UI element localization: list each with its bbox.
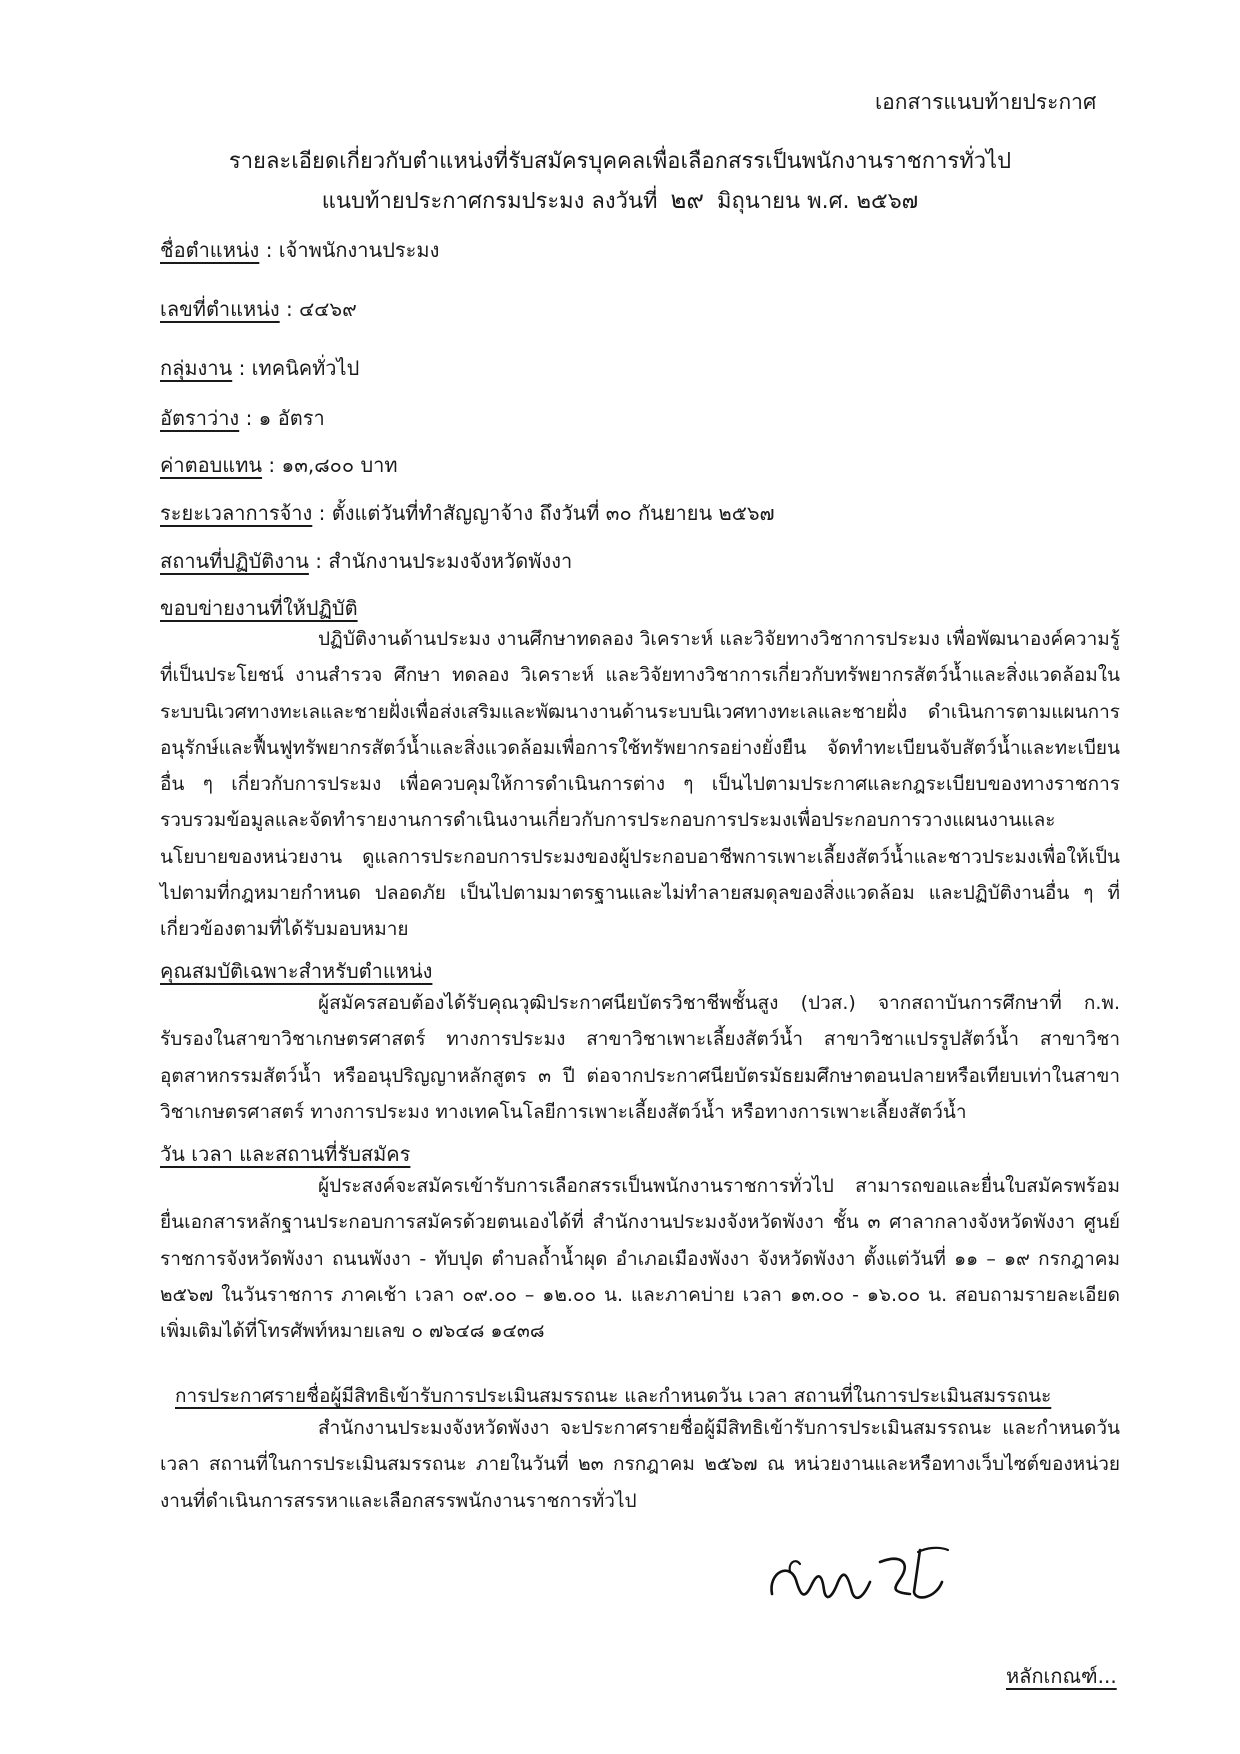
field-workplace-value: : สำนักงานประมงจังหวัดพังงา bbox=[315, 549, 573, 573]
field-job-group-label: กลุ่มงาน bbox=[160, 356, 233, 380]
section-qualifications-body: ผู้สมัครสอบต้องได้รับคุณวุฒิประกาศนียบัตรวิชาชีพชั้นสูง (ปวส.) จากสถาบันการศึกษาที่ ก.พ. รับรองในสาขาวิชาเกษตรศาสตร์ ทางการประมง สาขาวิชาเพาะเลี้ยงสัตว์น้ำ สาขาวิชาแปรรูปสัตว์น้ำ สาขาวิชาอุตสาหกรรมสัตว์น้ำ หรืออนุปริญญาหลักสูตร ๓ ปี ต่อจากประกาศนียบัตรมัธยมศึกษาตอนปลายหรือเทียบเท่าในสาขาวิชาเกษตรศาสตร์ ทางการประมง ทางเทคโนโลยีการเพาะเลี้ยงสัตว์น้ำ หรือทางการเพาะเลี้ยงสัตว์น้ำ bbox=[160, 992, 1120, 1123]
section-scope-heading: ขอบข่ายงานที่ให้ปฏิบัติ bbox=[160, 596, 358, 620]
document-title-line1: รายละเอียดเกี่ยวกับตำแหน่งที่รับสมัครบุคคลเพื่อเลือกสรรเป็นพนักงานราชการทั่วไป bbox=[228, 149, 1012, 174]
field-position-number-value: : ๔๔๖๙ bbox=[286, 297, 357, 321]
field-position-name-label: ชื่อตำแหน่ง bbox=[160, 238, 260, 262]
section-application-heading: วัน เวลา และสถานที่รับสมัคร bbox=[160, 1142, 411, 1166]
field-position-name bbox=[160, 234, 439, 266]
field-vacancies bbox=[160, 402, 325, 434]
title-date-suffix: มิถุนายน พ.ศ. ๒๕๖๗ bbox=[716, 189, 919, 214]
section-announcement-heading: การประกาศรายชื่อผู้มีสิทธิเข้ารับการประเมินสมรรถนะ และกำหนดวัน เวลา สถานที่ในการประเมินสมรรถนะ bbox=[175, 1385, 1052, 1407]
field-employment-period bbox=[160, 497, 775, 529]
field-vacancies-value: : ๑ อัตรา bbox=[245, 406, 325, 430]
field-employment-period-label: ระยะเวลาการจ้าง bbox=[160, 501, 313, 525]
field-position-number bbox=[160, 293, 357, 325]
title-date-day: ๒๙ bbox=[670, 186, 704, 214]
attachment-label: เอกสารแนบท้ายประกาศ bbox=[875, 90, 1097, 114]
field-position-name-value: : เจ้าพนักงานประมง bbox=[265, 238, 440, 262]
field-compensation-value: : ๑๓,๘๐๐ บาท bbox=[268, 453, 398, 477]
continued-text: หลักเกณฑ์... bbox=[1006, 1664, 1117, 1688]
field-compensation bbox=[160, 449, 398, 481]
signature-image bbox=[760, 1532, 960, 1622]
title-date-prefix: แนบท้ายประกาศกรมประมง ลงวันที่ bbox=[321, 189, 658, 214]
field-workplace-label: สถานที่ปฏิบัติงาน bbox=[160, 549, 309, 573]
section-scope-body: ปฏิบัติงานด้านประมง งานศึกษาทดลอง วิเคราะห์ และวิจัยทางวิชาการประมง เพื่อพัฒนาองค์ความรู้ที่เป็นประโยชน์ งานสำรวจ ศึกษา ทดลอง วิเคราะห์ และวิจัยทางวิชาการเกี่ยวกับทรัพยากรสัตว์น้ำและสิ่งแวดล้อมในระบบนิเวศทางทะเลและชายฝั่งเพื่อส่งเสริมและพัฒนางานด้านระบบนิเวศทางทะเลและชายฝั่ง ดำเนินการตามแผนการอนุรักษ์และฟื้นฟูทรัพยากรสัตว์น้ำและสิ่งแวดล้อมเพื่อการใช้ทรัพยากรอย่างยั่งยืน จัดทำทะเบียนจับสัตว์น้ำและทะเบียนอื่น ๆ เกี่ยวกับการประมง เพื่อควบคุมให้การดำเนินการต่าง ๆ เป็นไปตามประกาศและกฎระเบียบของทางราชการ รวบรวมข้อมูลและจัดทำรายงานการดำเนินงานเกี่ยวกับการประกอบการประมงเพื่อประกอบการวางแผนงานและนโยบายของหน่วยงาน ดูแลการประกอบการประมงของผู้ประกอบอาชีพการเพาะเลี้ยงสัตว์น้ำและชาวประมงเพื่อให้เป็นไปตามที่กฎหมายกำหนด ปลอดภัย เป็นไปตามมาตรฐานและไม่ทำลายสมดุลของสิ่งแวดล้อม และปฏิบัติงานอื่น ๆ ที่เกี่ยวข้องตามที่ได้รับมอบหมาย bbox=[160, 628, 1120, 941]
field-position-number-label: เลขที่ตำแหน่ง bbox=[160, 297, 280, 321]
section-qualifications-heading: คุณสมบัติเฉพาะสำหรับตำแหน่ง bbox=[160, 959, 433, 983]
field-vacancies-label: อัตราว่าง bbox=[160, 406, 240, 430]
field-employment-period-value: : ตั้งแต่วันที่ทำสัญญาจ้าง ถึงวันที่ ๓๐ กันยายน ๒๕๖๗ bbox=[318, 501, 775, 525]
field-job-group bbox=[160, 352, 359, 384]
document-title-line2 bbox=[160, 180, 1080, 219]
section-announcement-body: สำนักงานประมงจังหวัดพังงา จะประกาศรายชื่อผู้มีสิทธิเข้ารับการประเมินสมรรถนะ และกำหนดวัน เวลา สถานที่ในการประเมินสมรรถนะ ภายในวันที่ ๒๓ กรกฎาคม ๒๕๖๗ ณ หน่วยงานและหรือทางเว็บไซต์ของหน่วยงานที่ดำเนินการสรรหาและเลือกสรรพนักงานราชการทั่วไป bbox=[160, 1417, 1120, 1512]
field-workplace bbox=[160, 545, 572, 577]
section-application-body: ผู้ประสงค์จะสมัครเข้ารับการเลือกสรรเป็นพนักงานราชการทั่วไป สามารถขอและยื่นใบสมัครพร้อมยื่นเอกสารหลักฐานประกอบการสมัครด้วยตนเองได้ที่ สำนักงานประมงจังหวัดพังงา ชั้น ๓ ศาลากลางจังหวัดพังงา ศูนย์ราชการจังหวัดพังงา ถนนพังงา - ทับปุด ตำบลถ้ำน้ำผุด อำเภอเมืองพังงา จังหวัดพังงา ตั้งแต่วันที่ ๑๑ – ๑๙ กรกฎาคม ๒๕๖๗ ในวันราชการ ภาคเช้า เวลา ๐๙.๐๐ – ๑๒.๐๐ น. และภาคบ่าย เวลา ๑๓.๐๐ - ๑๖.๐๐ น. สอบถามรายละเอียดเพิ่มเติมได้ที่โทรศัพท์หมายเลข ๐ ๗๖๔๘ ๑๔๓๘ bbox=[160, 1175, 1120, 1343]
field-compensation-label: ค่าตอบแทน bbox=[160, 453, 263, 477]
field-job-group-value: : เทคนิคทั่วไป bbox=[238, 356, 360, 380]
